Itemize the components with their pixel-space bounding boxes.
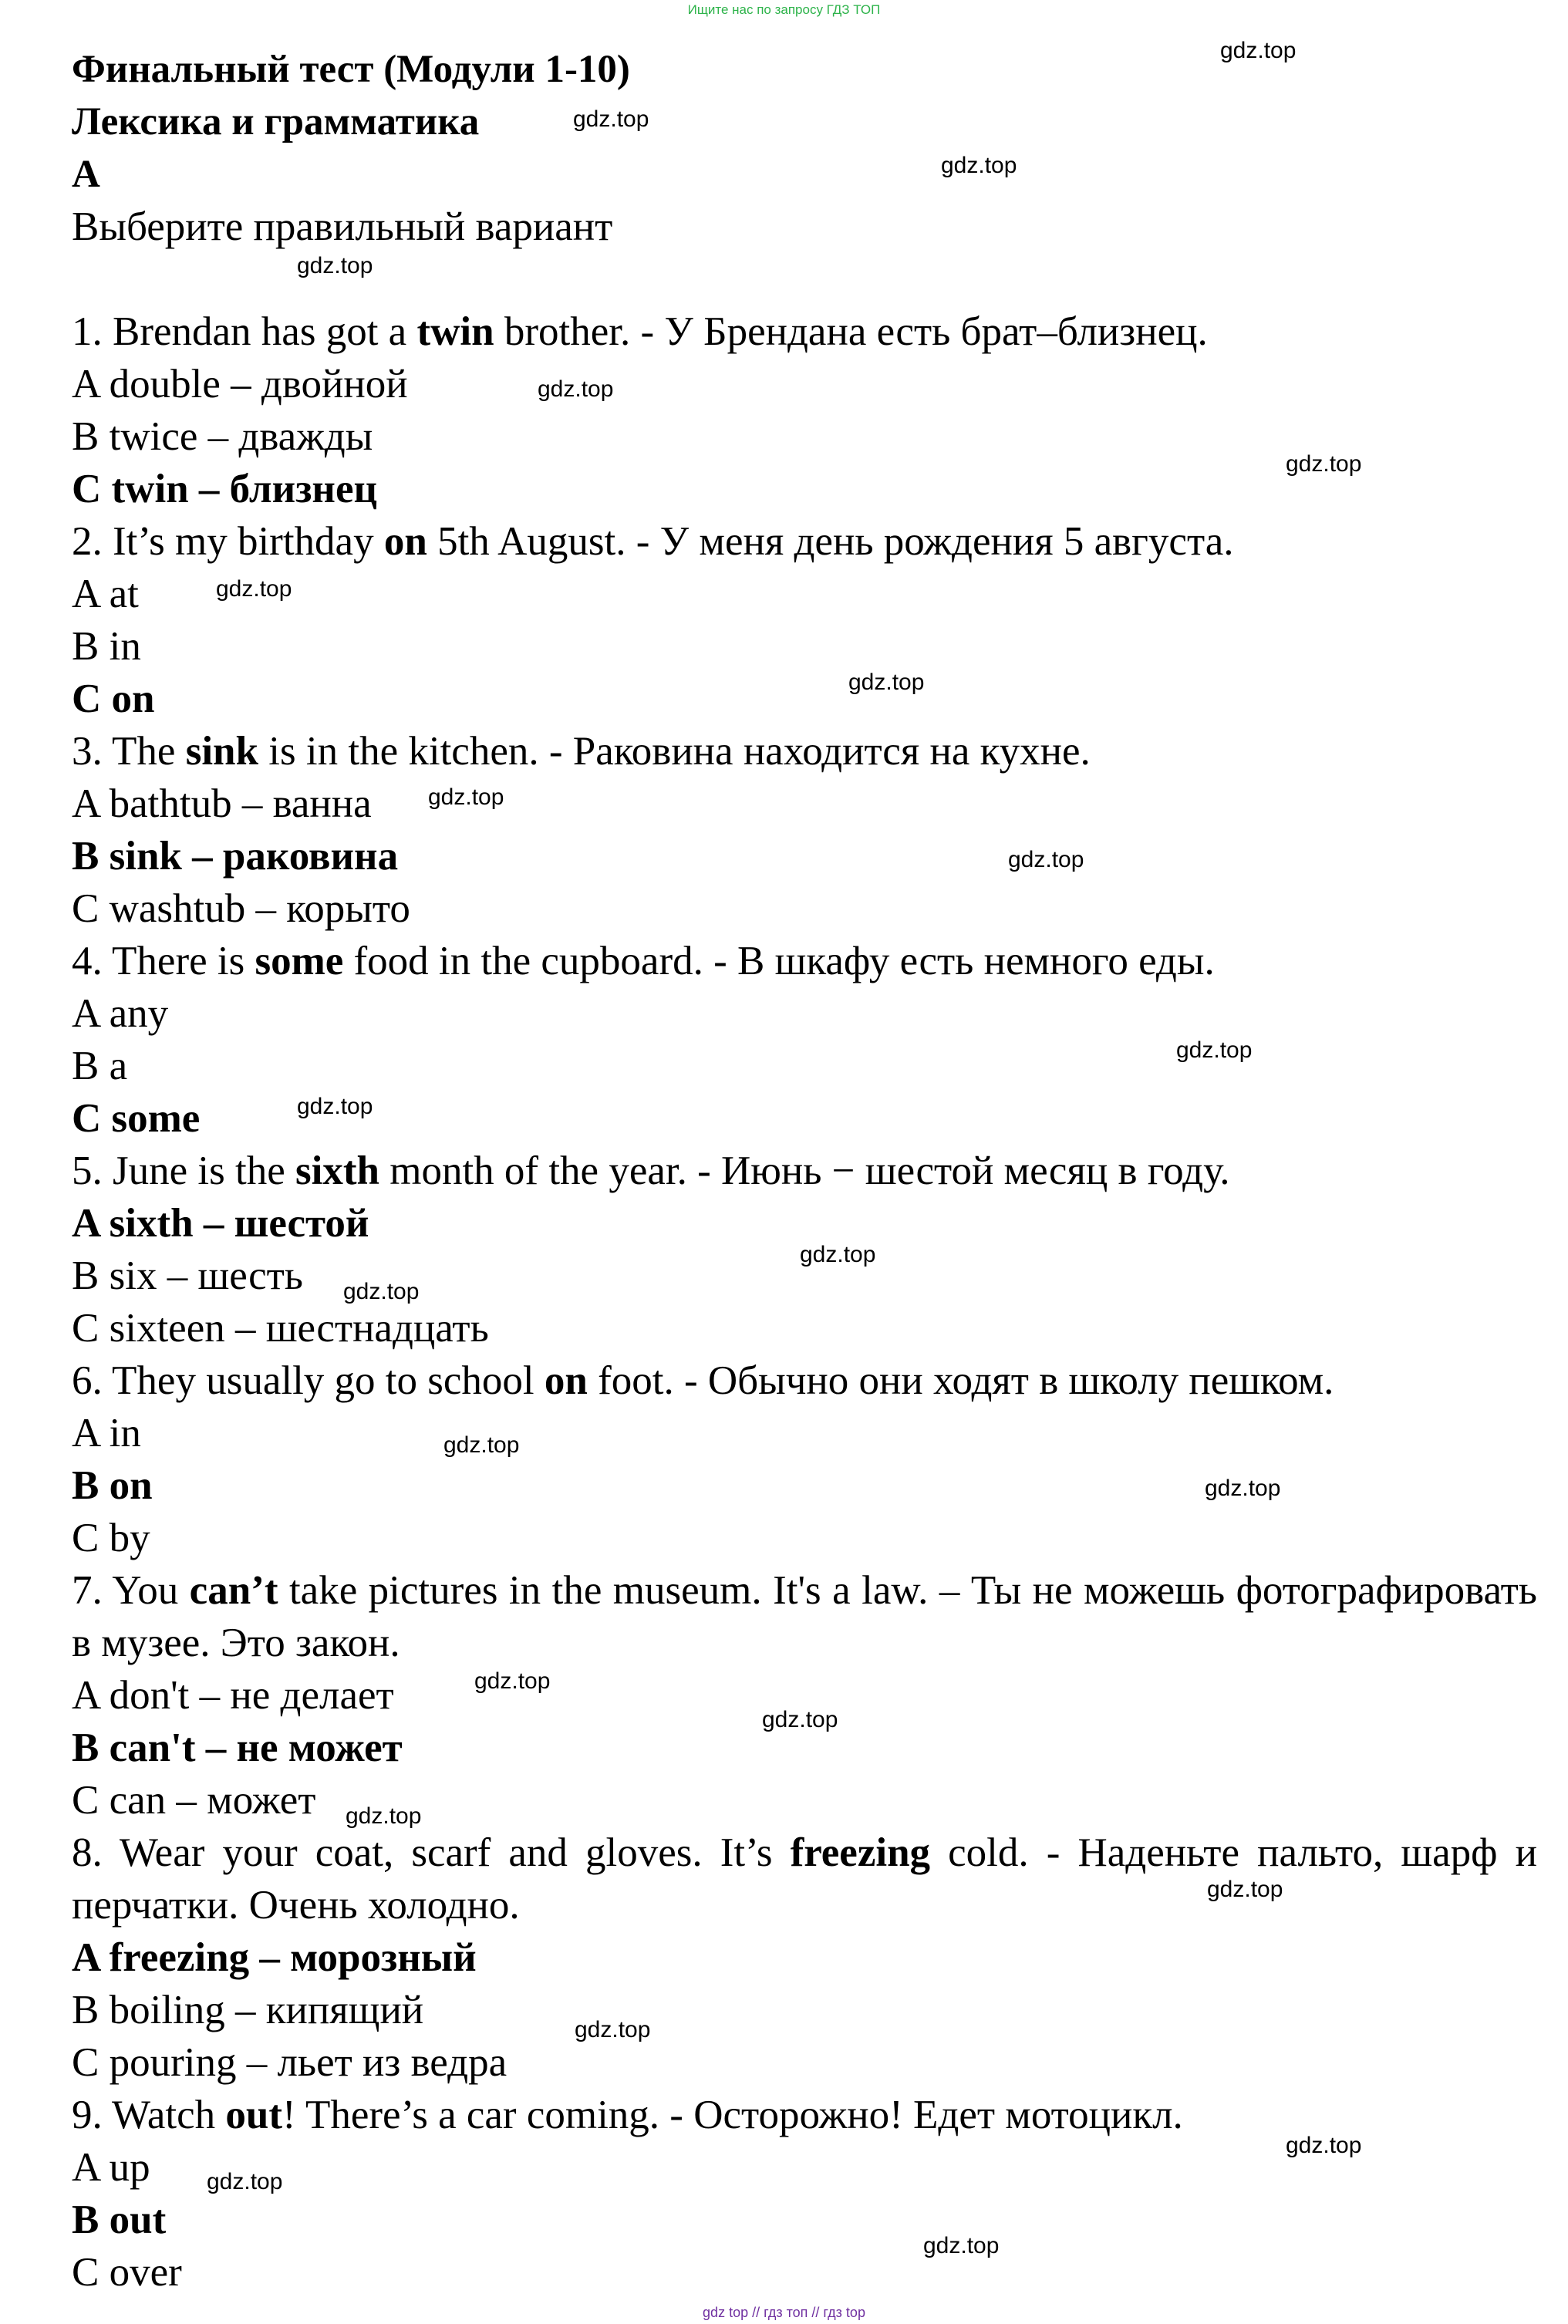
question-keyword: out xyxy=(225,2093,282,2137)
question-line xyxy=(72,1354,1537,1407)
answer-option: B a xyxy=(72,1044,128,1088)
question-text: foot. - Обычно они ходят в школу пешком. xyxy=(587,1358,1334,1403)
question-text: month of the year. - Июнь − шестой месяц в году. xyxy=(379,1149,1230,1193)
question-text: 5th August. - У меня день рождения 5 августа. xyxy=(427,519,1234,564)
watermark: gdz.top xyxy=(1008,847,1084,872)
watermark: gdz.top xyxy=(343,1279,420,1304)
answer-option: C by xyxy=(72,1516,150,1560)
question-text: 8. Wear your coat, scarf and gloves. It’s xyxy=(72,1830,791,1875)
question-text: 5. June is the xyxy=(72,1149,295,1193)
answer-option: A in xyxy=(72,1411,141,1455)
watermark: gdz.top xyxy=(1286,2133,1362,2158)
watermark: gdz.top xyxy=(346,1803,422,1829)
watermark: gdz.top xyxy=(848,670,925,695)
watermark: gdz.top xyxy=(474,1668,551,1694)
watermark: gdz.top xyxy=(297,1094,373,1119)
answer-option-correct: B out xyxy=(72,2198,167,2242)
watermark: gdz.top xyxy=(573,106,649,132)
question-line xyxy=(72,935,1537,987)
watermark: gdz.top xyxy=(207,2169,283,2194)
answer-option: B twice – дважды xyxy=(72,414,373,459)
page-subtitle: Лексика и грамматика xyxy=(72,100,480,143)
question-text: cold. - Наденьте пальто, шарф и перчатки. Очень холодно. xyxy=(72,1830,1537,1928)
watermark: gdz.top xyxy=(1207,1877,1283,1902)
watermark: gdz.top xyxy=(1205,1476,1281,1501)
question-text: 3. The xyxy=(72,729,186,774)
answer-option: A don't – не делает xyxy=(72,1673,394,1718)
watermark: gdz.top xyxy=(428,784,504,810)
question-line xyxy=(72,1826,1537,1931)
question-keyword: sink xyxy=(185,729,259,774)
answer-option-correct: B can't – не может xyxy=(72,1725,403,1770)
watermark: gdz.top xyxy=(538,376,614,402)
answer-option: B boiling – кипящий xyxy=(72,1988,424,2032)
question-text: 6. They usually go to school xyxy=(72,1358,545,1403)
question-line xyxy=(72,1564,1537,1669)
question-line xyxy=(72,1145,1537,1197)
watermark: gdz.top xyxy=(941,153,1017,178)
watermark: gdz.top xyxy=(800,1242,876,1267)
question-text: 1. Brendan has got a xyxy=(72,309,417,354)
question-text: ! There’s a car coming. - Осторожно! Едет мотоцикл. xyxy=(282,2093,1183,2137)
watermark: gdz.top xyxy=(1176,1037,1253,1063)
watermark: gdz.top xyxy=(1220,38,1297,63)
answer-option: B in xyxy=(72,624,141,669)
question-text: is in the kitchen. - Раковина находится на кухне. xyxy=(258,729,1091,774)
question-keyword: sixth xyxy=(295,1149,379,1193)
answer-option-correct: A freezing – морозный xyxy=(72,1935,477,1980)
question-text: 7. You xyxy=(72,1568,190,1613)
answer-option: A any xyxy=(72,991,169,1036)
question-keyword: can’t xyxy=(189,1568,278,1613)
section-label: A xyxy=(72,153,100,196)
question-line xyxy=(72,305,1537,358)
question-keyword: twin xyxy=(416,309,494,354)
answer-option-correct: A sixth – шестой xyxy=(72,1201,369,1246)
answer-option: A bathtub – ванна xyxy=(72,781,372,826)
question-text: 2. It’s my birthday xyxy=(72,519,384,564)
watermark: gdz.top xyxy=(762,1707,838,1732)
watermark: gdz.top xyxy=(575,2017,651,2042)
question-line xyxy=(72,515,1537,568)
document-body xyxy=(72,43,1537,2299)
page-title: Финальный тест (Модули 1-10) xyxy=(72,48,630,91)
watermark: gdz.top xyxy=(297,253,373,278)
answer-option: A at xyxy=(72,572,139,616)
answer-option: C sixteen – шестнадцать xyxy=(72,1306,489,1351)
answer-option: C over xyxy=(72,2250,182,2295)
instruction: Выберите правильный вариант xyxy=(72,204,613,249)
question-text: 9. Watch xyxy=(72,2093,226,2137)
answer-option-correct: B on xyxy=(72,1463,153,1508)
question-list xyxy=(72,305,1537,2299)
answer-option: C pouring – льет из ведра xyxy=(72,2040,507,2085)
watermark: gdz.top xyxy=(216,576,292,602)
watermark: gdz.top xyxy=(1286,451,1362,477)
question-text: 4. There is xyxy=(72,939,255,983)
question-keyword: on xyxy=(383,519,427,564)
answer-option-correct: B sink – раковина xyxy=(72,834,399,879)
top-banner: Ищите нас по запросу ГДЗ ТОП xyxy=(687,2,881,17)
watermark: gdz.top xyxy=(443,1432,520,1458)
answer-option: A up xyxy=(72,2145,150,2190)
question-text: brother. - У Брендана есть брат–близнец. xyxy=(494,309,1208,354)
answer-option: C can – может xyxy=(72,1778,316,1823)
question-keyword: freezing xyxy=(790,1830,931,1875)
answer-option: C washtub – корыто xyxy=(72,886,410,931)
question-text: food in the cupboard. - В шкафу есть немного еды. xyxy=(343,939,1215,983)
question-keyword: some xyxy=(255,939,344,983)
question-keyword: on xyxy=(544,1358,588,1403)
answer-option-correct: C some xyxy=(72,1096,201,1141)
question-text: take pictures in the museum. It's a law. – Ты не можешь фотографировать в музее. Это закон. xyxy=(72,1568,1537,1665)
watermark: gdz.top xyxy=(923,2233,1000,2258)
answer-option-correct: C on xyxy=(72,676,155,721)
question-line xyxy=(72,725,1537,777)
answer-option-correct: C twin – близнец xyxy=(72,467,377,511)
answer-option: B six – шесть xyxy=(72,1253,303,1298)
footer-watermark: gdz top // гдз топ // гдз top xyxy=(703,2305,865,2320)
answer-option: A double – двойной xyxy=(72,362,408,406)
